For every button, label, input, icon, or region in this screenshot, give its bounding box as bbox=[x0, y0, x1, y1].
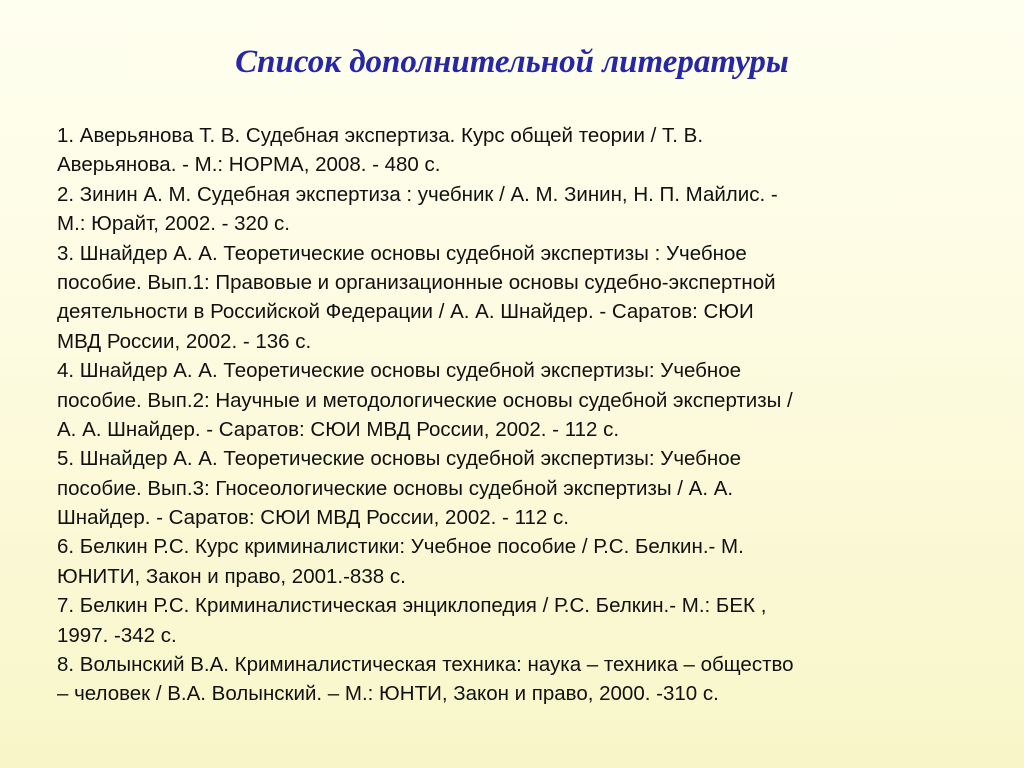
reference-line: ЮНИТИ, Закон и право, 2001.-838 с. bbox=[57, 564, 406, 588]
reference-line: пособие. Вып.1: Правовые и организационные основы судебно-экспертной bbox=[57, 270, 776, 294]
reference-line: МВД России, 2002. - 136 с. bbox=[57, 329, 312, 353]
reference-line: 2. Зинин А. М. Судебная экспертиза : учебник / А. М. Зинин, Н. П. Майлис. - bbox=[57, 182, 778, 206]
reference-line: деятельности в Российской Федерации / А. А. Шнайдер. - Саратов: СЮИ bbox=[57, 300, 754, 324]
reference-item-8 bbox=[57, 650, 977, 709]
reference-item-6 bbox=[57, 532, 977, 591]
reference-line: 5. Шнайдер А. А. Теоретические основы судебной экспертизы: Учебное bbox=[57, 447, 742, 471]
reference-item-1 bbox=[57, 121, 977, 180]
reference-item-4 bbox=[57, 356, 977, 444]
reference-line: пособие. Вып.2: Научные и методологические основы судебной экспертизы / bbox=[57, 388, 793, 412]
reference-list bbox=[57, 121, 977, 709]
reference-line: пособие. Вып.3: Гносеологические основы судебной экспертизы / А. А. bbox=[57, 476, 734, 500]
reference-line: 6. Белкин Р.С. Курс криминалистики: Учебное пособие / Р.С. Белкин.- М. bbox=[57, 535, 744, 559]
reference-line: А. А. Шнайдер. - Саратов: СЮИ МВД России, 2002. - 112 с. bbox=[57, 417, 620, 441]
reference-line: 1997. -342 с. bbox=[57, 623, 177, 647]
reference-line: Шнайдер. - Саратов: СЮИ МВД России, 2002. - 112 с. bbox=[57, 506, 569, 530]
reference-item-3 bbox=[57, 239, 977, 357]
reference-line: 3. Шнайдер А. А. Теоретические основы судебной экспертизы : Учебное bbox=[57, 241, 747, 265]
reference-line: Аверьянова. - М.: НОРМА, 2008. - 480 с. bbox=[57, 153, 441, 177]
reference-line: М.: Юрайт, 2002. - 320 с. bbox=[57, 212, 290, 236]
slide-title: Список дополнительной литературы bbox=[235, 44, 789, 80]
reference-line: 4. Шнайдер А. А. Теоретические основы судебной экспертизы: Учебное bbox=[57, 359, 742, 383]
reference-item-5 bbox=[57, 444, 977, 532]
reference-line: 7. Белкин Р.С. Криминалистическая энциклопедия / Р.С. Белкин.- М.: БЕК , bbox=[57, 594, 767, 618]
reference-item-2 bbox=[57, 180, 977, 239]
reference-line: – человек / В.А. Волынский. – М.: ЮНТИ, Закон и право, 2000. -310 с. bbox=[57, 682, 719, 706]
reference-line: 1. Аверьянова Т. В. Судебная экспертиза. Курс общей теории / Т. В. bbox=[57, 124, 704, 147]
reference-item-7 bbox=[57, 591, 977, 650]
reference-line: 8. Волынский В.А. Криминалистическая техника: наука – техника – общество bbox=[57, 653, 794, 677]
